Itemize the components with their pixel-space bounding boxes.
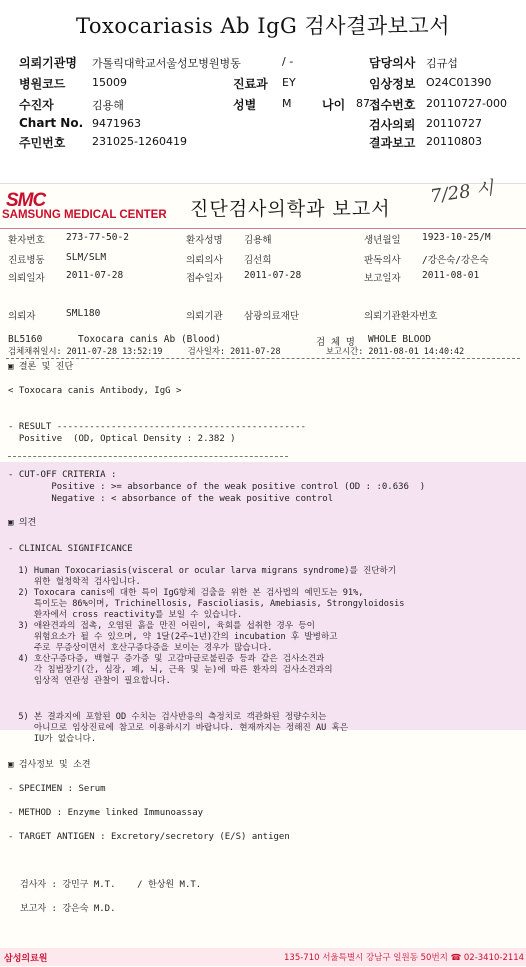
header-value-age: 87 (356, 97, 370, 110)
info-label: 판독의사 (364, 255, 401, 266)
header-label-sex: 성별 (233, 98, 257, 112)
header-value-chart: 9471963 (92, 117, 141, 130)
footer-left: 삼성의료원 (4, 954, 48, 964)
specimen-value: WHOLE BLOOD (368, 334, 431, 345)
requester-value: SML180 (66, 308, 101, 319)
opinion-heading: ▣ 의견 (8, 518, 37, 528)
cutoff-negative: Negative : < absorbance of the weak positive control (8, 494, 334, 504)
institution-value: 삼광의료재단 (244, 311, 300, 322)
header-label-request-date: 검사의뢰 (369, 118, 416, 132)
note-line: 4) 호산구증다증, 백혈구 증가증 및 고감마글로불린증 등과 같은 검사소견과 (8, 654, 325, 664)
test-name: Toxocara canis Ab (Blood) (78, 334, 221, 345)
note-line: 각 침범장기(간, 심장, 폐, 뇌, 근육 및 눈)에 따른 환자의 검사소견과의 (8, 665, 333, 675)
requester-label: 의뢰자 (8, 311, 36, 322)
header-value-receipt: 20110727-000 (426, 97, 507, 110)
header-label-receipt: 접수번호 (369, 98, 416, 112)
header-label-patient: 수진자 (19, 98, 54, 112)
header-label-report-date: 결과보고 (369, 136, 416, 150)
header-value-sex: M (282, 97, 292, 110)
clinical-heading: - CLINICAL SIGNIFICANCE (8, 544, 133, 554)
institution-patient-label: 의뢰기관환자번호 (364, 311, 438, 322)
header-label-institution: 의뢰기관명 (19, 56, 77, 70)
info-label: 접수일자 (186, 273, 223, 284)
test-code: BL5160 (8, 334, 43, 345)
header-value-ward: / - (282, 55, 294, 68)
info-value: SLM/SLM (66, 252, 107, 263)
section-results: ▣ 결론 및 진단 (8, 362, 74, 372)
info-value: 273-77-50-2 (66, 232, 129, 243)
specimen-line: - SPECIMEN : Serum (8, 784, 106, 794)
note-line: 아니므로 임상진료에 참고로 이용하시기 바랍니다. 현재까지는 정해진 AU 혹은 (8, 723, 349, 733)
info-value: 김용해 (244, 235, 272, 246)
note-line: 주로 무증상이면서 호산구증다증을 보이는 경우가 많습니다. (8, 643, 273, 653)
note-line: 환자에서 cross reactivity를 보일 수 있습니다. (8, 610, 243, 620)
header-value-patient: 김용해 (92, 99, 124, 112)
clinical-notes (8, 566, 404, 687)
info-label: 진료병동 (8, 255, 45, 266)
tester-line: 검사자 : 강민구 M.T. / 한상원 M.T. (20, 880, 202, 890)
note-line: 1) Human Toxocariasis(visceral or ocular larva migrans syndrome)를 진단하기 (8, 566, 397, 576)
header-label-hospital-code: 병원코드 (19, 77, 66, 91)
header-value-resident-no: 231025-1260419 (92, 135, 187, 148)
specimen-label: 검 체 명 (316, 337, 355, 348)
method-section-heading: ▣ 검사정보 및 소견 (8, 760, 91, 770)
info-value: 김선희 (244, 255, 272, 266)
note-line: 임상적 연관성 관찰이 필요합니다. (8, 676, 171, 686)
antibody-title: < Toxocara canis Antibody, IgG > (8, 386, 182, 396)
note-line: 위한 혈청학적 검사입니다. (8, 577, 141, 587)
header-label-resident-no: 주민번호 (19, 136, 66, 150)
handwritten-signature: 7/28 시 (429, 177, 495, 208)
header-value-report-date: 20110803 (426, 135, 482, 148)
info-value: 2011-08-01 (422, 270, 480, 281)
note-line: 3) 애완견과의 접촉, 오염된 흙을 만진 어린이, 육회를 섭취한 경우 등이 (8, 621, 315, 631)
hospital-name: SAMSUNG MEDICAL CENTER (2, 209, 167, 221)
note-line: 특이도는 86%이며, Trichinellosis, Fascioliasis, Amebiasis, Strongyloidosis (8, 599, 405, 609)
info-value: 1923-10-25/M (422, 232, 491, 243)
header-label-dept: 진료과 (233, 77, 268, 91)
institution-label: 의뢰기관 (186, 311, 223, 322)
info-value: 2011-07-28 (244, 270, 302, 281)
sample-times: 검체채취일시: 2011-07-28 13:52:19 검사일자: 2011-07-28 보고시간: 2011-08-01 14:40:42 (8, 346, 465, 356)
page-title: Toxocariasis Ab IgG 검사결과보고서 (76, 14, 450, 38)
header-value-hospital-code: 15009 (92, 76, 127, 89)
header-value-dept: EY (282, 76, 296, 89)
method-line: - METHOD : Enzyme linked Immunoassay (8, 808, 204, 818)
header-value-request-date: 20110727 (426, 117, 482, 130)
reporter-line: 보고자 : 강은숙 M.D. (20, 904, 116, 914)
header-label-clinical: 임상정보 (369, 77, 416, 91)
header-value-clinical: O24C01390 (426, 76, 492, 89)
info-label: 의뢰일자 (8, 273, 45, 284)
info-label: 의뢰의사 (186, 255, 223, 266)
info-value: 2011-07-28 (66, 270, 124, 281)
header-label-chart: Chart No. (19, 116, 84, 130)
info-value: /강은숙/강은숙 (422, 255, 489, 266)
note-line: IU가 없습니다. (8, 734, 97, 744)
note-line: 5) 본 결과지에 포함된 OD 수치는 검사반응의 측정치로 객관화된 정량수치는 (8, 712, 327, 722)
note-5 (8, 712, 348, 745)
result-header: - RESULT ---------------------------------------------- (8, 422, 307, 432)
note-line: 2) Toxocara canis에 대한 특이 IgG항체 검출을 위한 본 검사법의 예민도는 91%, (8, 588, 364, 598)
cutoff-positive: Positive : >= absorbance of the weak positive control (OD : :0.636 ) (8, 482, 426, 492)
note-line: 위험요소가 될 수 있으며, 약 1달(2주~1년)간의 incubation 후 발병하고 (8, 632, 338, 642)
info-label: 생년월일 (364, 235, 401, 246)
smc-logo: SMC (6, 190, 46, 211)
info-label: 환자번호 (8, 235, 45, 246)
header-value-institution: 가톨릭대학교서울성모병원병동 (92, 57, 241, 70)
report-title: 진단검사의학과 보고서 (190, 198, 391, 220)
header-label-doctor: 담당의사 (369, 56, 416, 70)
result-value: Positive (OD, Optical Density : 2.382 ) (8, 434, 236, 444)
info-label: 환자성명 (186, 235, 223, 246)
footer-address: 135-710 서울특별시 강남구 일원동 50번지 ☎ 02-3410-2114 (284, 953, 525, 963)
antigen-line: - TARGET ANTIGEN : Excretory/secretory (E/S) antigen (8, 832, 290, 842)
header-value-doctor: 김규섭 (426, 57, 458, 70)
header-label-age: 나이 (322, 98, 346, 112)
header-divider (0, 228, 526, 229)
info-label: 보고일자 (364, 273, 401, 284)
divider (8, 456, 288, 457)
cutoff-header: - CUT-OFF CRITERIA : (8, 470, 117, 480)
divider (6, 358, 520, 359)
